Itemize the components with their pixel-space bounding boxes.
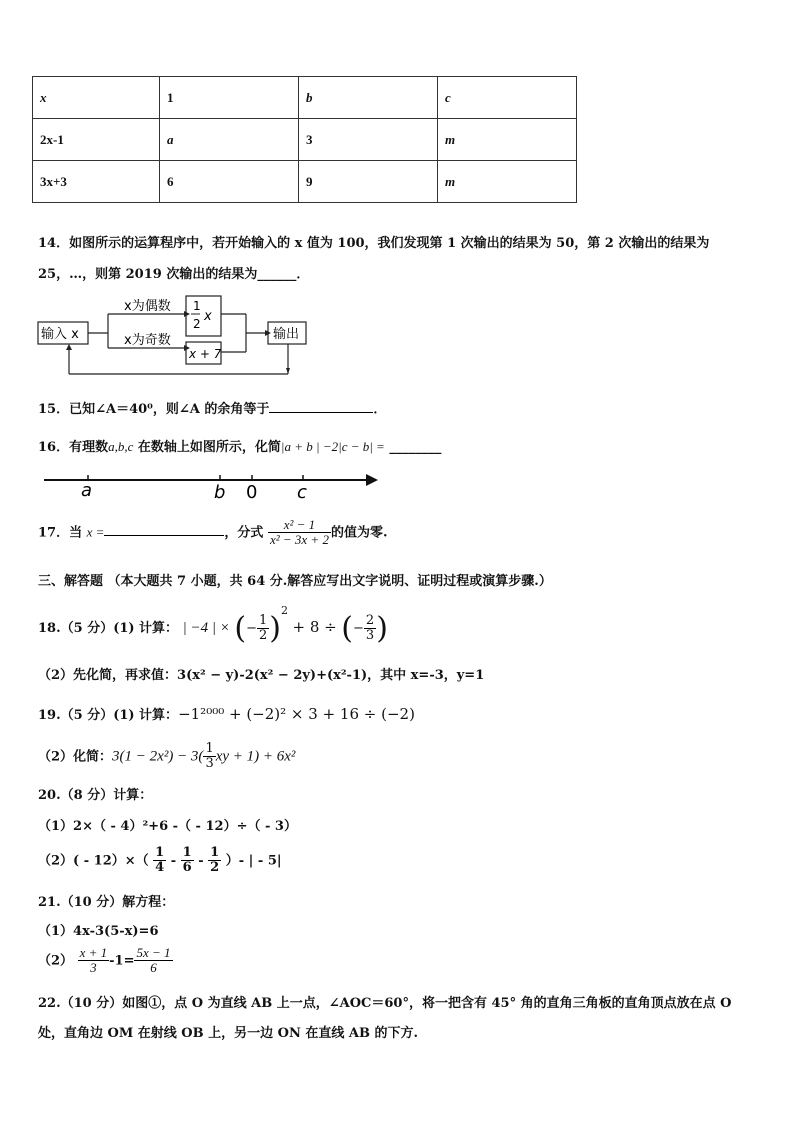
q20-p2-a: （2）( - 12）×（ <box>38 853 149 869</box>
flow-arrowhead <box>286 368 290 374</box>
q21-fraction-2 <box>134 946 172 976</box>
q19-p1-expr: −1²⁰⁰⁰ + (−2)² × 3 + 16 ÷ (−2) <box>178 705 415 723</box>
flow-plus7-label: x + 7 <box>189 347 222 361</box>
q16 <box>38 436 441 455</box>
q17-var: x = <box>86 524 105 540</box>
q21-p2-mid: -1= <box>109 953 135 969</box>
table-cell: 9 <box>299 161 438 203</box>
flow-half-var: x <box>204 309 212 324</box>
q18-p1-expr-a: | −4 | × <box>182 620 230 636</box>
section-3-heading: 三、解答题 （本大题共 7 小题，共 64 分.解答应写出文字说明、证明过程或演算步骤.） <box>38 574 552 589</box>
q21-label: 21.（10 分）解方程： <box>38 895 175 910</box>
table-cell: 3 <box>299 119 438 161</box>
q14-line2: 25，…，则第 2019 次输出的结果为______． <box>38 267 310 282</box>
q19-p1-label: 19.（5 分）(1) 计算： <box>38 708 179 723</box>
q16-blank: ________ <box>389 440 442 455</box>
table-row <box>33 161 577 203</box>
table-row <box>33 119 577 161</box>
q17-blank <box>104 535 224 536</box>
q20-label: 20.（8 分）计算： <box>38 788 153 803</box>
table-cell: x <box>33 77 160 119</box>
q16-prefix: 16．有理数 <box>38 440 109 455</box>
axis-label-0: 0 <box>246 482 258 502</box>
table-cell: 6 <box>160 161 299 203</box>
q14-line1: 14．如图所示的运算程序中，若开始输入的 x 值为 100，我们发现第 1 次输出的结果为 50，第 2 次输出的结果为 <box>38 236 710 251</box>
table-cell: 1 <box>160 77 299 119</box>
q18-p1-expr-b: + 8 ÷ <box>292 618 337 636</box>
q20-part2: （2）( - 12）×（ $\frac{1}{4}$ - $\frac{1}{6}$ - $\frac{1}{2}$ ）- | - 5| <box>38 845 282 876</box>
q21-f2-den: 6 <box>150 960 157 976</box>
flow-output-label: 输出 <box>273 327 300 342</box>
axis-label-b: b <box>214 482 226 502</box>
q18-part2: （2）先化简，再求值：3(x² − y)-2(x² − 2y)+(x²-1)，其中 x=-3，y=1 <box>38 668 485 683</box>
axis-label-c: c <box>297 482 307 502</box>
table-cell: a <box>160 119 299 161</box>
number-line-arrow <box>366 474 378 486</box>
flow-even-label: x为偶数 <box>124 299 171 314</box>
q21-f1-den: 3 <box>90 960 97 976</box>
q16-vars: a,b,c <box>108 439 134 454</box>
q18-part1: 18.（5 分）(1) 计算： | −4 | × (− $\frac{1}{2}$ )$^2$ + 8 ÷ (− $\frac{2}{3}$ ) <box>38 604 388 646</box>
table-cell: m <box>438 161 577 203</box>
q21-part2 <box>38 946 173 976</box>
axis-label-a: a <box>81 480 93 501</box>
q21-f1-num: x + 1 <box>79 945 108 960</box>
table-cell: 2x-1 <box>33 119 160 161</box>
table-cell: b <box>299 77 438 119</box>
table-row <box>33 77 577 119</box>
number-line <box>40 466 385 502</box>
flowchart <box>36 292 316 382</box>
q22-line1: 22.（10 分）如图①，点 O 为直线 AB 上一点，∠AOC＝60°，将一把含有 45° 角的直角三角板的直角顶点放在点 O <box>38 996 732 1011</box>
q17-mid: ，分式 <box>224 525 264 541</box>
q18-p1-label: 18.（5 分）(1) 计算： <box>38 621 179 636</box>
q17-den: x² − 3x + 2 <box>269 532 329 548</box>
q20-part1: （1）2×（ - 4）²+6 -（ - 12）÷（ - 3） <box>38 819 297 834</box>
q22-line2: 处，直角边 OM 在射线 OB 上，另一边 ON 在直线 AB 的下方. <box>38 1026 419 1041</box>
q15-end: ． <box>373 402 387 417</box>
q17-prefix: 17．当 <box>38 525 83 541</box>
q21-p2-label: （2） <box>38 953 74 969</box>
q16-mid: 在数轴上如图所示，化简 <box>137 440 281 455</box>
flow-arrowhead <box>66 344 72 350</box>
q15 <box>38 398 386 417</box>
table-cell: c <box>438 77 577 119</box>
flow-input-label: 输入 x <box>41 327 79 342</box>
flow-half-den: 2 <box>193 317 201 331</box>
table-cell: 3x+3 <box>33 161 160 203</box>
q17 <box>38 518 387 548</box>
value-table <box>32 76 577 203</box>
q17-end: 的值为零. <box>330 525 388 541</box>
flow-odd-label: x为奇数 <box>124 333 171 348</box>
table-cell: m <box>438 119 577 161</box>
q21-part1: （1）4x-3(5-x)=6 <box>38 924 159 939</box>
q16-expr: |a + b | −2|c − b| = <box>280 439 385 454</box>
q19-part2: （2）化简：3(1 − 2x²) − 3( $\frac{1}{3}$ xy + 1) + 6x² <box>38 741 296 772</box>
q21-f2-num: 5x − 1 <box>136 945 171 960</box>
q21-fraction-1 <box>78 946 110 976</box>
q19-p2-expr-b: xy + 1) + 6x² <box>215 748 296 765</box>
q17-fraction <box>268 518 331 548</box>
flow-half-num: 1 <box>193 299 201 313</box>
q19-part1 <box>38 704 415 723</box>
q20-p2-b: ）- | - 5| <box>225 853 282 869</box>
q15-blank <box>269 412 373 413</box>
q17-num: x² − 1 <box>268 518 331 533</box>
q19-p2-label: （2）化简： <box>38 749 113 765</box>
q15-text: 15．已知∠A＝40⁰，则∠A 的余角等于 <box>38 402 270 417</box>
flow-arrowhead <box>184 311 190 317</box>
q19-p2-expr-a: 3(1 − 2x²) − 3( <box>112 748 204 765</box>
